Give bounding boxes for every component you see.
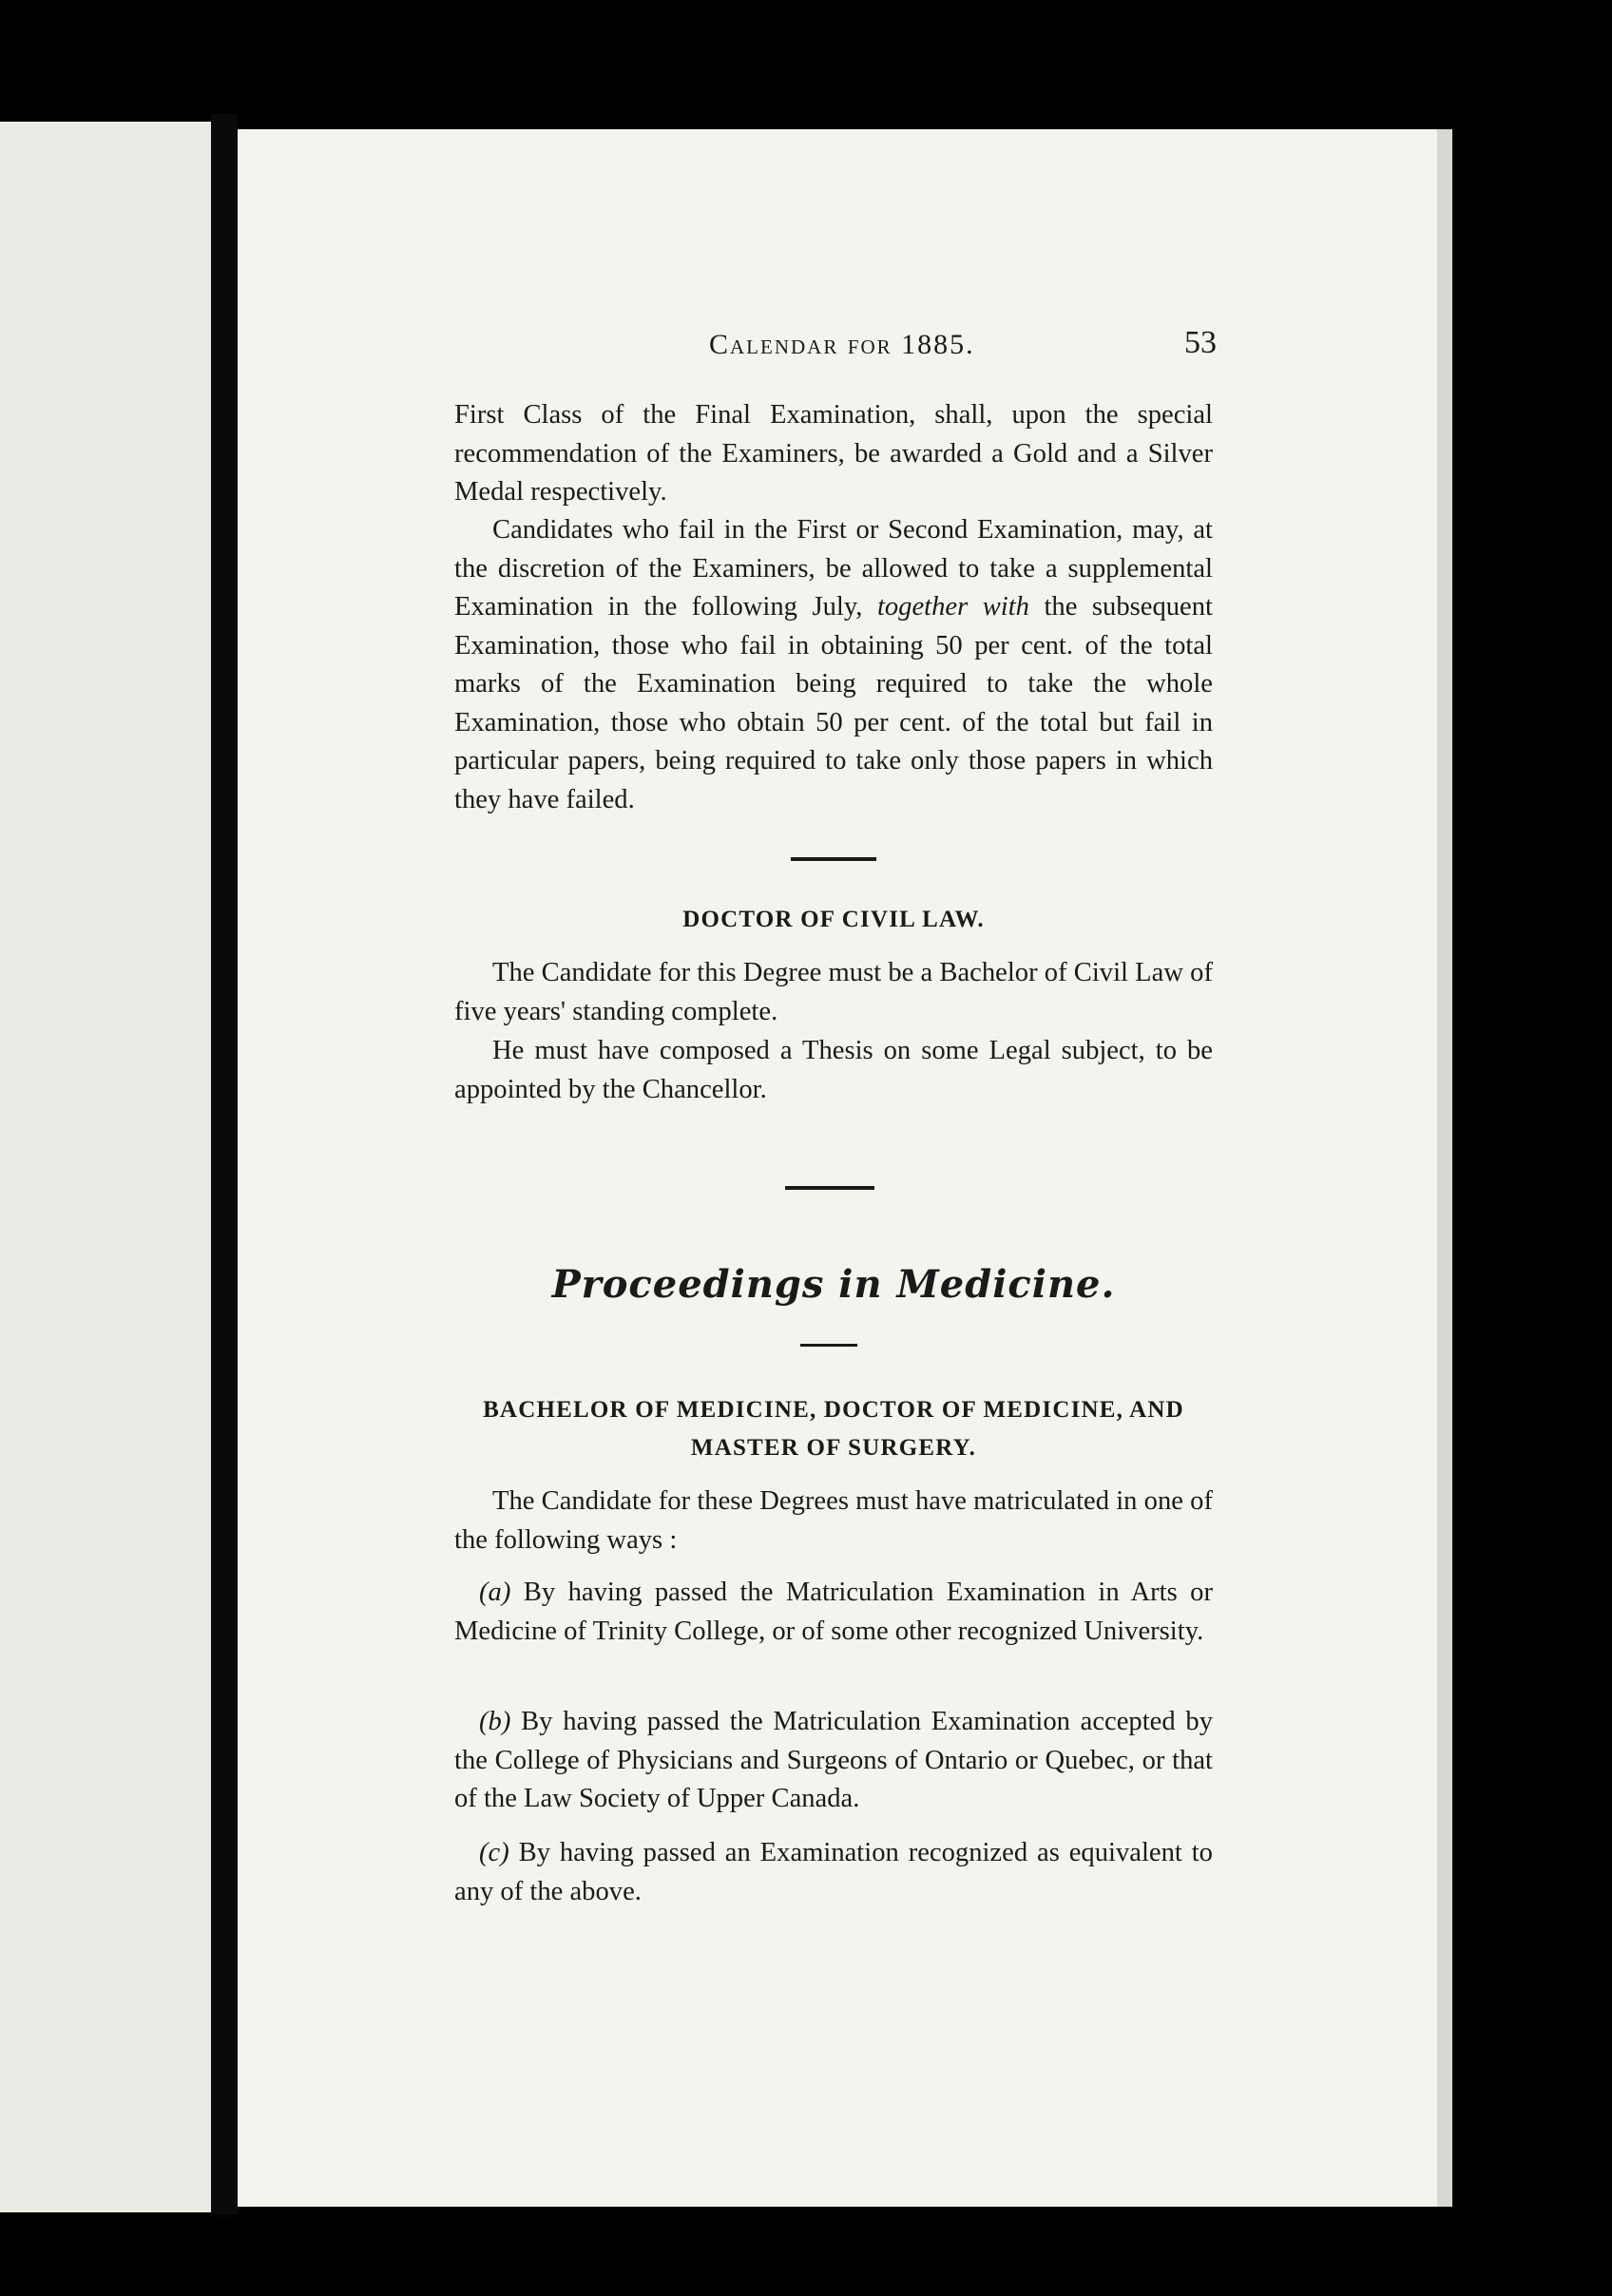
section-divider bbox=[791, 857, 876, 861]
supplemental-text-italic: together with bbox=[876, 592, 1029, 622]
list-item bbox=[454, 1834, 1213, 1911]
facing-page-edge bbox=[0, 122, 211, 2212]
item-marker: (b) bbox=[479, 1707, 511, 1736]
book-gutter bbox=[211, 114, 238, 2214]
medicine-heading-line-2: MASTER OF SURGERY. bbox=[690, 1435, 977, 1461]
item-marker: (a) bbox=[479, 1578, 511, 1607]
list-item bbox=[454, 1703, 1213, 1819]
section-divider bbox=[785, 1186, 874, 1190]
item-text: By having passed the Matriculation Examination in Arts or Medicine of Trinity College, or of some other recognized University. bbox=[454, 1578, 1213, 1646]
medicine-title: Proceedings in Medicine. bbox=[551, 1262, 1116, 1307]
item-marker: (c) bbox=[479, 1838, 509, 1867]
supplemental-text-start: Candidates who fail in the First or Second Examination, may, at the discretion of the Examiners, be allowed to take a supplemental Examination in the following July, bbox=[454, 515, 1213, 622]
medicine-heading-line-1: BACHELOR OF MEDICINE, DOCTOR OF MEDICINE, AND bbox=[483, 1397, 1184, 1423]
list-item bbox=[454, 1574, 1213, 1651]
item-text: By having passed an Examination recognized as equivalent to any of the above. bbox=[454, 1838, 1213, 1906]
page-edge bbox=[1437, 129, 1452, 2207]
dcl-paragraph-1: The Candidate for this Degree must be a Bachelor of Civil Law of five years' standing complete. bbox=[454, 958, 1213, 1026]
running-head: Calendar for 1885. bbox=[709, 329, 975, 360]
title-underline bbox=[800, 1344, 857, 1347]
medicine-intro: The Candidate for these Degrees must have matriculated in one of the following ways : bbox=[454, 1486, 1213, 1555]
page-number: 53 bbox=[1184, 325, 1217, 360]
page-header bbox=[454, 325, 1217, 374]
supplemental-paragraph bbox=[454, 511, 1213, 819]
item-text: By having passed the Matriculation Examination accepted by the College of Physicians and Surgeons of Ontario or Quebec, or that of the Law Society of Upper Canada. bbox=[454, 1707, 1213, 1813]
supplemental-text-end: the subsequent Examination, those who fail in obtaining 50 per cent. of the total marks of the Examination being required to take the whole Examination, those who obtain 50 per cent. of the total but fail in particular papers, being required to take only those papers in which they have failed. bbox=[454, 592, 1213, 814]
dcl-heading: DOCTOR OF CIVIL LAW. bbox=[682, 907, 985, 932]
dcl-paragraph-2: He must have composed a Thesis on some Legal subject, to be appointed by the Chancellor. bbox=[454, 1036, 1213, 1104]
medicine-heading bbox=[454, 1391, 1213, 1467]
continued-paragraph: First Class of the Final Examination, shall, upon the special recommendation of the Examiners, be awarded a Gold and a Silver Medal respectively. bbox=[454, 400, 1213, 507]
